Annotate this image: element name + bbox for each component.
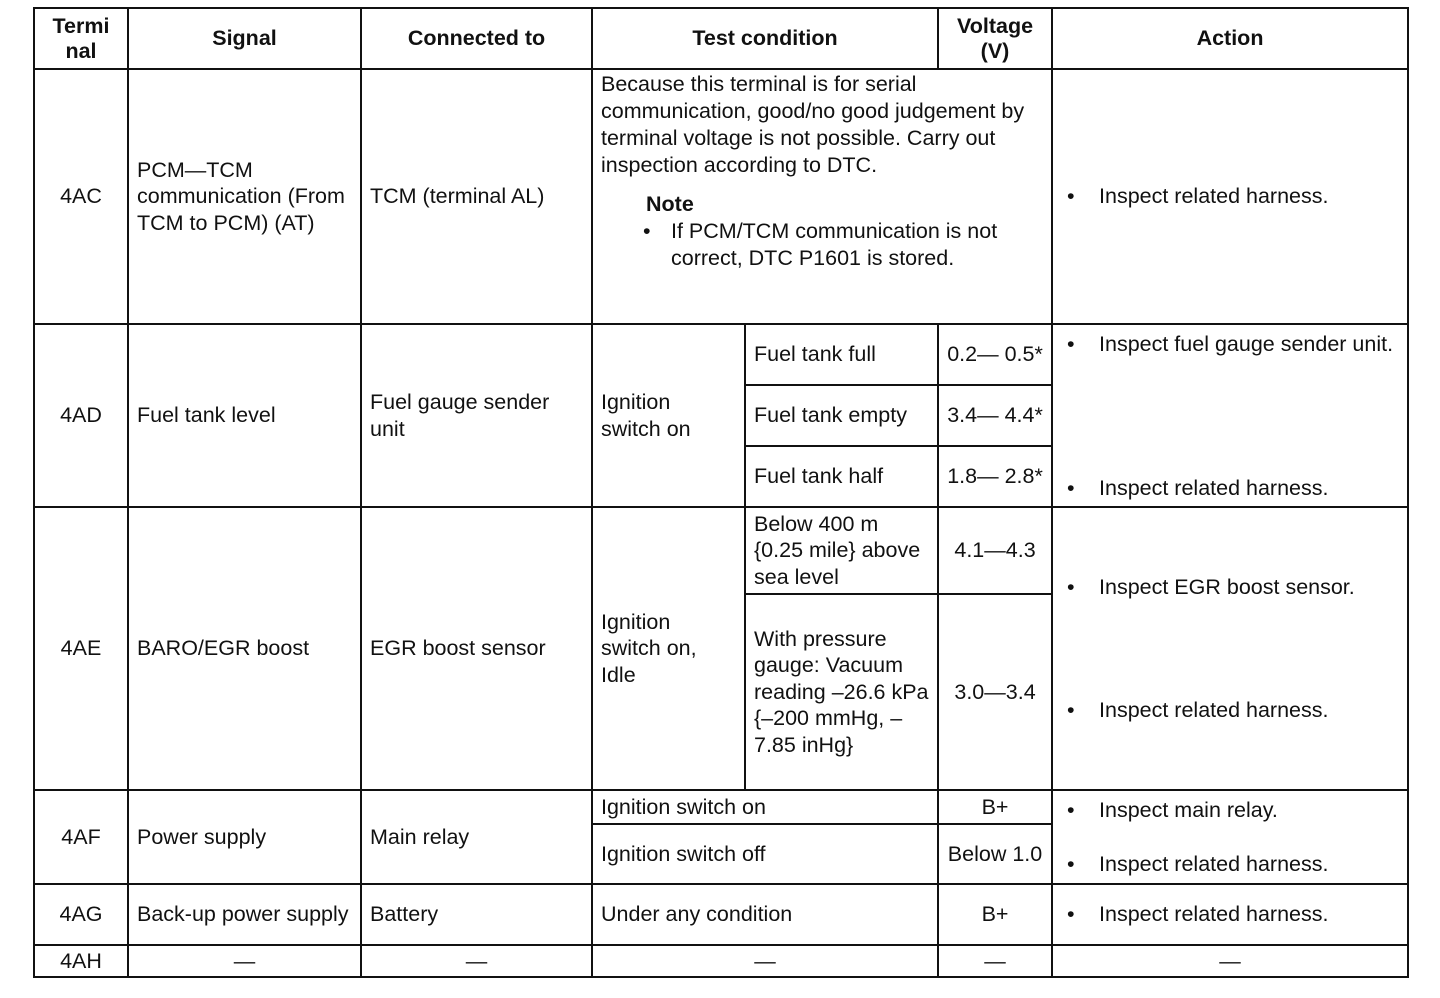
connected-to-cell: Battery <box>361 884 592 945</box>
sub-condition-cell: Fuel tank half <box>745 446 938 507</box>
action-cell <box>1052 324 1408 507</box>
terminal-cell: 4AD <box>34 324 128 507</box>
table-row <box>34 884 1408 945</box>
table-row <box>34 790 1408 824</box>
voltage-cell: 3.0—3.4 <box>938 594 1052 790</box>
signal-cell: PCM—TCM communication (From TCM to PCM) (AT) <box>128 69 361 324</box>
test-condition-cell: Ignition switch on <box>592 790 938 824</box>
test-condition-cell: — <box>592 945 938 977</box>
header-signal: Signal <box>128 8 361 69</box>
signal-cell: Fuel tank level <box>128 324 361 507</box>
voltage-cell: B+ <box>938 884 1052 945</box>
connected-to-cell: Main relay <box>361 790 592 884</box>
action-item: • Inspect related harness. <box>1061 475 1399 502</box>
table-row <box>34 945 1408 977</box>
action-item: • Inspect related harness. <box>1061 183 1399 210</box>
action-item: • Inspect fuel gauge sender unit. <box>1061 331 1399 358</box>
sub-condition-cell: With pressure gauge: Vacuum reading –26.6 kPa {–200 mmHg, –7.85 inHg} <box>745 594 938 790</box>
action-cell <box>1052 884 1408 945</box>
terminal-cell: 4AG <box>34 884 128 945</box>
sub-condition-cell: Below 400 m {0.25 mile} above sea level <box>745 507 938 594</box>
test-condition-cell: Ignition switch on, Idle <box>592 507 745 790</box>
header-connected-to: Connected to <box>361 8 592 69</box>
table-row <box>34 507 1408 594</box>
sub-condition-cell: Fuel tank empty <box>745 385 938 446</box>
sub-condition-cell: Fuel tank full <box>745 324 938 385</box>
voltage-cell: Below 1.0 <box>938 824 1052 884</box>
table-row <box>34 69 1408 324</box>
voltage-cell: — <box>938 945 1052 977</box>
action-cell <box>1052 790 1408 884</box>
test-condition-cell <box>592 69 1052 324</box>
action-item: • Inspect EGR boost sensor. <box>1061 574 1399 601</box>
header-test-condition: Test condition <box>592 8 938 69</box>
connected-to-cell: EGR boost sensor <box>361 507 592 790</box>
terminal-cell: 4AC <box>34 69 128 324</box>
table-row <box>34 324 1408 385</box>
terminal-cell: 4AH <box>34 945 128 977</box>
signal-cell: — <box>128 945 361 977</box>
header-terminal: Termi nal <box>34 8 128 69</box>
connected-to-cell: — <box>361 945 592 977</box>
header-action: Action <box>1052 8 1408 69</box>
action-item: • Inspect related harness. <box>1061 851 1399 878</box>
terminal-inspection-table <box>33 7 1409 978</box>
connected-to-cell: Fuel gauge sender unit <box>361 324 592 507</box>
voltage-cell: 0.2— 0.5* <box>938 324 1052 385</box>
voltage-cell: 4.1—4.3 <box>938 507 1052 594</box>
voltage-cell: 1.8— 2.8* <box>938 446 1052 507</box>
action-item: • Inspect related harness. <box>1061 697 1399 724</box>
signal-cell: Power supply <box>128 790 361 884</box>
action-item: • Inspect related harness. <box>1061 901 1399 928</box>
action-cell: — <box>1052 945 1408 977</box>
condition-text: Because this terminal is for serial communication, good/no good judgement by terminal voltage is not possible. Carry out inspection according to DTC. <box>601 72 1025 177</box>
note-item: • If PCM/TCM communication is not correct, DTC P1601 is stored. <box>671 218 1043 272</box>
test-condition-cell: Ignition switch on <box>592 324 745 507</box>
header-row <box>34 8 1408 69</box>
test-condition-cell: Under any condition <box>592 884 938 945</box>
note-title: Note <box>646 192 694 216</box>
signal-cell: Back-up power supply <box>128 884 361 945</box>
voltage-cell: 3.4— 4.4* <box>938 385 1052 446</box>
action-cell <box>1052 507 1408 790</box>
test-condition-cell: Ignition switch off <box>592 824 938 884</box>
terminal-cell: 4AF <box>34 790 128 884</box>
action-item: • Inspect main relay. <box>1061 797 1399 824</box>
signal-cell: BARO/EGR boost <box>128 507 361 790</box>
header-voltage: Voltage (V) <box>938 8 1052 69</box>
voltage-cell: B+ <box>938 790 1052 824</box>
connected-to-cell: TCM (terminal AL) <box>361 69 592 324</box>
action-cell <box>1052 69 1408 324</box>
terminal-cell: 4AE <box>34 507 128 790</box>
